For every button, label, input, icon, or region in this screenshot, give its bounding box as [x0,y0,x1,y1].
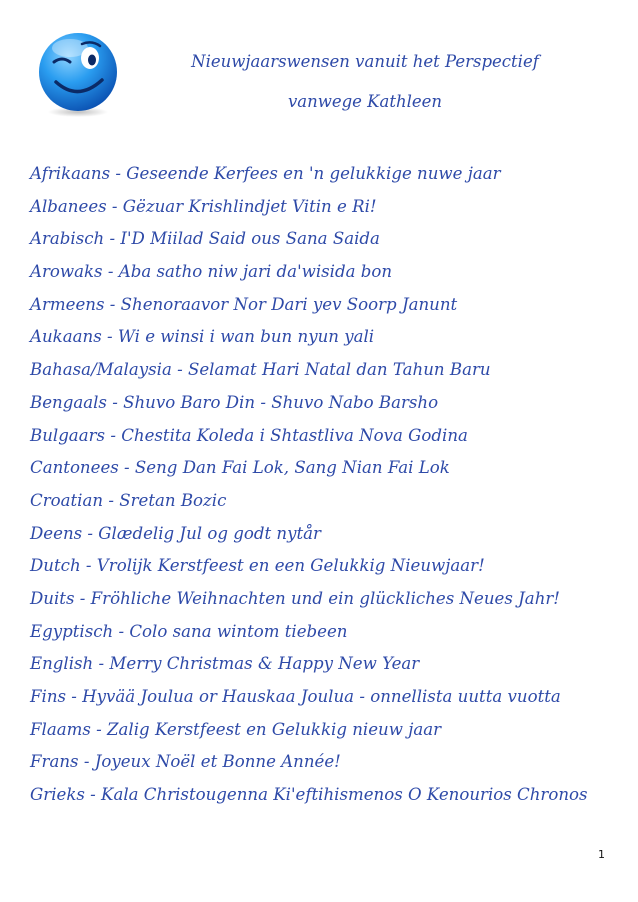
page-number: 1 [598,848,605,861]
greeting-item: Duits - Fröhliche Weihnachten und ein glückliches Neues Jahr! [30,588,560,608]
greetings-list [30,158,630,812]
greeting-item: Deens - Glædelig Jul og godt nytår [30,523,321,543]
greeting-item: Arowaks - Aba satho niw jari da'wisida bon [30,262,393,282]
greeting-item: Arabisch - I'D Miilad Said ous Sana Saida [30,229,380,249]
document-title-line-1: Nieuwjaarswensen vanuit het Perspectief [191,52,539,71]
greeting-item: Bulgaars - Chestita Koleda i Shtastliva Nova Godina [30,425,468,445]
greeting-item: Afrikaans - Geseende Kerfees en 'n gelukkige nuwe jaar [30,164,501,183]
greeting-item: Grieks - Kala Christougenna Ki'eftihismenos O Kenourios Chronos [30,785,588,805]
greeting-item: Albanees - Gëzuar Krishlindjet Vitin e Ri! [30,196,377,216]
greeting-item: Bahasa/Malaysia - Selamat Hari Natal dan Tahun Baru [30,360,491,380]
winking-smiley-icon [36,28,120,118]
greeting-item: Croatian - Sretan Bozic [30,490,227,510]
greeting-item: Flaams - Zalig Kerstfeest en Gelukkig nieuw jaar [30,719,442,739]
greeting-item: Armeens - Shenoraavor Nor Dari yev Soorp Janunt [30,294,458,314]
greeting-item: Dutch - Vrolijk Kerstfeest en een Gelukkig Nieuwjaar! [30,556,485,576]
document-title-line-2: vanwege Kathleen [287,92,443,111]
greeting-item: Fins - Hyvää Joulua or Hauskaa Joulua - onnellista uutta vuotta [30,687,561,706]
greeting-item: Aukaans - Wi e winsi i wan bun nyun yali [30,327,375,347]
greeting-item: Cantonees - Seng Dan Fai Lok, Sang Nian Fai Lok [30,458,450,478]
greeting-item: Egyptisch - Colo sana wintom tiebeen [30,621,348,641]
greeting-item: English - Merry Christmas & Happy New Year [30,654,420,674]
greeting-item: Bengaals - Shuvo Baro Din - Shuvo Nabo Barsho [30,392,439,412]
greeting-item: Frans - Joyeux Noël et Bonne Année! [30,752,341,772]
